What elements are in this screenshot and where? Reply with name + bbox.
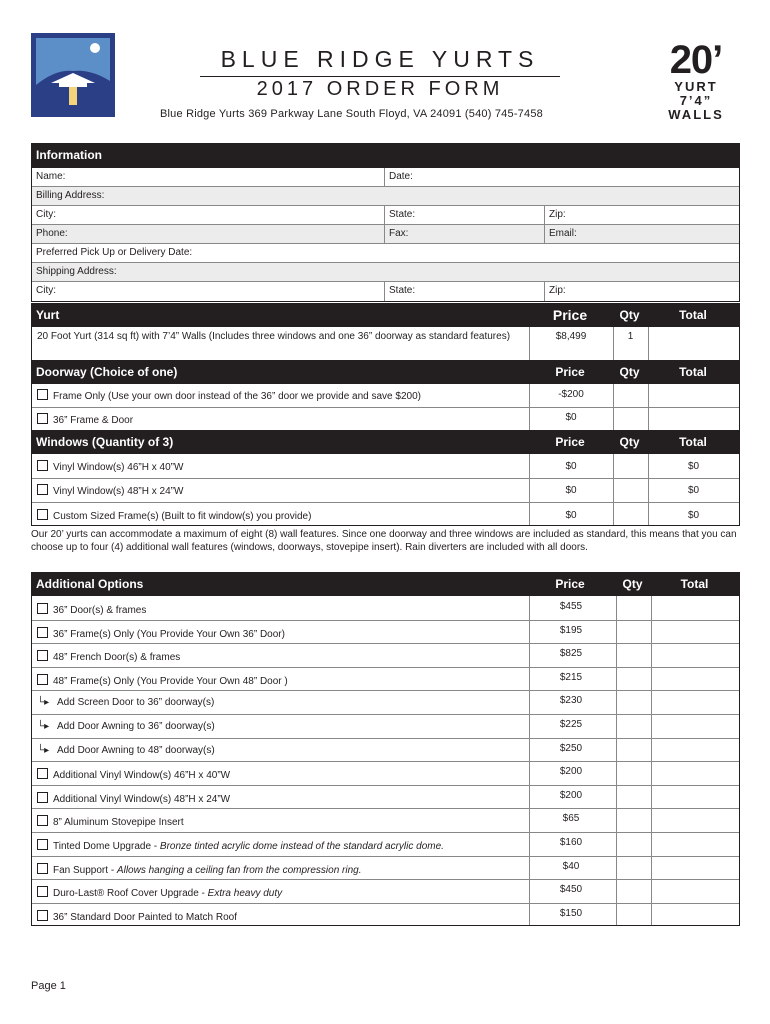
city-row (32, 206, 739, 225)
yurt-qty: 1 (627, 331, 634, 342)
option-price: $160 (559, 837, 583, 848)
option-item[interactable] (37, 839, 444, 852)
yurt-title: Yurt (36, 308, 60, 322)
option-label: 48” Frame(s) Only (You Provide Your Own 48” Door ) (53, 676, 288, 687)
options-table (31, 596, 740, 926)
phone-field[interactable]: Phone: (36, 228, 68, 239)
sub-option-arrow-icon: └▸ (37, 697, 50, 708)
options-qty-header: Qty (622, 577, 643, 591)
option-price: $230 (559, 695, 583, 706)
doorway-header (31, 360, 740, 384)
yurt-price-header: Price (552, 307, 588, 323)
form-title: 2017 ORDER FORM (256, 78, 504, 100)
option-label: Vinyl Window(s) 46”H x 40”W (53, 462, 184, 473)
shipping-city-row (32, 282, 739, 301)
option-label: Add Door Awning to 36” doorway(s) (57, 721, 215, 732)
option-label: 36” Frame & Door (53, 415, 134, 426)
options-header (31, 572, 740, 596)
option-price: $0 (565, 412, 577, 423)
company-address: Blue Ridge Yurts 369 Parkway Lane South Floyd, VA 24091 (540) 745-7458 (160, 108, 543, 120)
option-label: Frame Only (Use your own door instead of the 36” door we provide and save $200) (53, 391, 421, 402)
checkbox[interactable] (37, 603, 48, 614)
option-description: Extra heavy duty (207, 888, 283, 899)
checkbox[interactable] (37, 413, 48, 424)
option-label: 36” Standard Door Painted to Match Roof (53, 912, 237, 923)
options-price-header: Price (555, 577, 585, 591)
option-label: 36” Door(s) & frames (53, 605, 147, 616)
option-item[interactable] (37, 721, 215, 732)
option-label: Tinted Dome Upgrade - (53, 841, 160, 852)
checkbox[interactable] (37, 674, 48, 685)
option-price: $250 (559, 743, 583, 754)
option-total: $0 (687, 510, 700, 521)
city-field[interactable]: City: (36, 209, 56, 220)
checkbox[interactable] (37, 389, 48, 400)
windows-qty-header: Qty (619, 435, 640, 449)
email-field[interactable]: Email: (549, 228, 577, 239)
shipping-state-field[interactable]: State: (389, 285, 416, 296)
badge-height: 7’4” (679, 93, 713, 108)
options-total-header: Total (680, 577, 709, 591)
option-item[interactable] (37, 627, 285, 640)
information-header (31, 143, 740, 167)
option-label: Additional Vinyl Window(s) 46”H x 40”W (53, 770, 231, 781)
company-name: BLUE RIDGE YURTS (220, 46, 540, 72)
option-label: Additional Vinyl Window(s) 48”H x 24”W (53, 794, 231, 805)
option-item[interactable] (37, 697, 214, 708)
billing-address-field[interactable]: Billing Address: (36, 190, 105, 201)
checkbox[interactable] (37, 484, 48, 495)
checkbox[interactable] (37, 627, 48, 638)
checkbox[interactable] (37, 460, 48, 471)
option-price: $195 (559, 625, 583, 636)
billing-row (32, 187, 739, 206)
yurt-description: 20 Foot Yurt (314 sq ft) with 7’4” Walls (Includes three windows and one 36” doorway as standard features) (37, 331, 511, 342)
option-price: $455 (559, 601, 583, 612)
option-item[interactable] (37, 910, 237, 923)
doorway-qty-header: Qty (619, 365, 640, 379)
checkbox[interactable] (37, 910, 48, 921)
zip-field[interactable]: Zip: (549, 209, 566, 220)
option-description: Bronze tinted acrylic dome instead of the standard acrylic dome. (159, 841, 444, 852)
badge-size: 20’ (669, 38, 723, 82)
doorway-option-frame-only[interactable] (37, 389, 421, 402)
page-number: Page 1 (31, 980, 66, 992)
option-item[interactable] (37, 674, 288, 687)
pickup-row (32, 244, 739, 263)
option-label: 48” French Door(s) & frames (53, 652, 181, 663)
fax-field[interactable]: Fax: (389, 228, 409, 239)
option-label: Fan Support - (53, 865, 117, 876)
windows-price-header: Price (555, 435, 585, 449)
option-price: $0 (565, 510, 577, 521)
option-label: 8” Aluminum Stovepipe Insert (53, 817, 184, 828)
option-item[interactable] (37, 603, 146, 616)
doorway-title: Doorway (Choice of one) (36, 365, 178, 379)
option-item[interactable] (37, 886, 282, 899)
window-option-3[interactable] (37, 509, 311, 522)
option-description: Allows hanging a ceiling fan from the compression ring. (116, 865, 362, 876)
checkbox[interactable] (37, 768, 48, 779)
windows-header (31, 430, 740, 454)
checkbox[interactable] (37, 863, 48, 874)
information-title: Information (36, 148, 102, 162)
option-label: Custom Sized Frame(s) (Built to fit window(s) you provide) (53, 511, 312, 522)
yurt-header (31, 303, 740, 327)
yurt-total-header: Total (679, 308, 707, 322)
windows-total-header: Total (679, 435, 707, 449)
option-price: $200 (559, 790, 583, 801)
yurt-qty-header: Qty (619, 308, 640, 322)
header-divider (200, 76, 560, 77)
yurt-price: $8,499 (555, 331, 587, 342)
windows-title: Windows (Quantity of 3) (36, 435, 174, 449)
option-price: $0 (565, 485, 577, 496)
yurt-table (31, 327, 740, 361)
name-field[interactable]: Name: (36, 171, 66, 182)
shipping-city-field[interactable]: City: (36, 285, 56, 296)
checkbox[interactable] (37, 792, 48, 803)
state-field[interactable]: State: (389, 209, 416, 220)
option-item[interactable] (37, 815, 184, 828)
option-item[interactable] (37, 745, 215, 756)
option-total: $0 (687, 485, 700, 496)
name-date-row (32, 168, 739, 187)
option-item[interactable] (37, 768, 230, 781)
wall-features-note: Our 20’ yurts can accommodate a maximum of eight (8) wall features. Since one doorway and three windows are included as standard, this means that you can choose up to four (4) additional wall features (windows, doorways, stovepipe insert). Rain diverters are included with all doors. (31, 529, 737, 553)
sub-option-arrow-icon: └▸ (37, 745, 50, 756)
option-label: Duro-Last® Roof Cover Upgrade - (53, 888, 208, 899)
shipping-zip-field[interactable]: Zip: (549, 285, 566, 296)
option-price: $200 (559, 766, 583, 777)
information-form (31, 167, 740, 302)
options-title: Additional Options (36, 577, 144, 591)
doorway-option-frame-door[interactable] (37, 413, 133, 426)
option-item[interactable] (37, 863, 362, 876)
option-label: Add Door Awning to 48” doorway(s) (57, 745, 215, 756)
pickup-date-field[interactable]: Preferred Pick Up or Delivery Date: (36, 247, 193, 258)
doorway-total-header: Total (679, 365, 707, 379)
option-price: $65 (562, 813, 580, 824)
option-price: $225 (559, 719, 583, 730)
checkbox[interactable] (37, 815, 48, 826)
option-price: $40 (562, 861, 580, 872)
doorway-table (31, 384, 740, 430)
option-price: $150 (559, 908, 583, 919)
option-label: 36” Frame(s) Only (You Provide Your Own 36” Door) (53, 629, 285, 640)
window-option-2[interactable] (37, 484, 183, 497)
option-total: $0 (687, 461, 700, 472)
option-item[interactable] (37, 792, 230, 805)
option-item[interactable] (37, 650, 180, 663)
badge-yurt: YURT (674, 79, 718, 94)
option-label: Vinyl Window(s) 48”H x 24”W (53, 486, 184, 497)
option-price: $0 (565, 461, 577, 472)
option-price: $215 (559, 672, 583, 683)
checkbox[interactable] (37, 886, 48, 897)
windows-table (31, 454, 740, 526)
option-label: Add Screen Door to 36” doorway(s) (57, 697, 215, 708)
shipping-row (32, 263, 739, 282)
yurt-size-badge (648, 40, 744, 122)
checkbox[interactable] (37, 839, 48, 850)
phone-row (32, 225, 739, 244)
checkbox[interactable] (37, 509, 48, 520)
doorway-price-header: Price (555, 365, 585, 379)
badge-walls: WALLS (668, 107, 724, 122)
option-price: $825 (559, 648, 583, 659)
date-field[interactable]: Date: (389, 171, 413, 182)
option-price: $450 (559, 884, 583, 895)
option-price: -$200 (558, 389, 584, 400)
company-logo (31, 33, 115, 117)
checkbox[interactable] (37, 650, 48, 661)
shipping-address-field[interactable]: Shipping Address: (36, 266, 117, 277)
sub-option-arrow-icon: └▸ (37, 721, 50, 732)
window-option-1[interactable] (37, 460, 183, 473)
